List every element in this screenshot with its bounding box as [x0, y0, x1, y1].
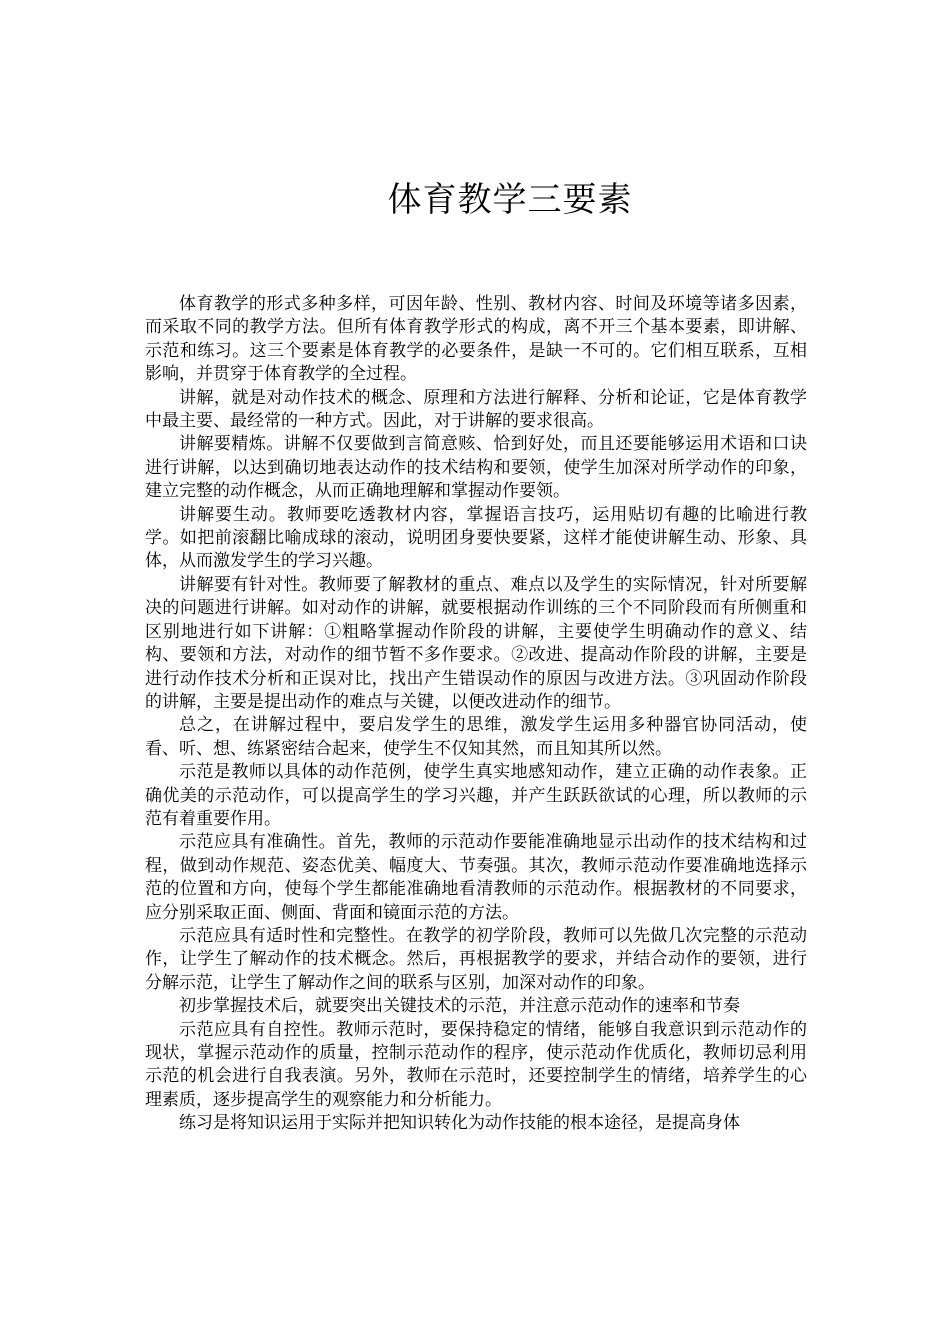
paragraph-demonstration-definition: 示范是教师以具体的动作范例，使学生真实地感知动作，建立正确的动作表象。正确优美的示范动作，可以提高学生的学习兴趣，并产生跃跃欲试的心理，所以教师的示范有着重要作用。 [145, 762, 807, 829]
paragraph-demonstration-self-control: 示范应具有自控性。教师示范时，要保持稳定的情绪，能够自我意识到示范动作的现状，掌握示范动作的质量，控制示范动作的程序，使示范动作优质化，教师切忌利用示范的机会进行自我表演。另外，教师在示范时，还要控制学生的情绪，培养学生的心理素质，逐步提高学生的观察能力和分析能力。 [145, 1019, 807, 1110]
paragraph-intro: 体育教学的形式多种多样，可因年龄、性别、教材内容、时间及环境等诸多因素，而采取不同的教学方法。但所有体育教学形式的构成，离不开三个基本要素，即讲解、示范和练习。这三个要素是体育教学的必要条件，是缺一不可的。它们相互联系，互相影响，并贯穿于体育教学的全过程。 [145, 294, 807, 385]
paragraph-practice-definition: 练习是将知识运用于实际并把知识转化为动作技能的根本途径，是提高身体 [179, 1113, 740, 1134]
paragraph-demonstration-accuracy: 示范应具有准确性。首先，教师的示范动作要能准确地显示出动作的技术结构和过程，做到动作规范、姿态优美、幅度大、节奏强。其次，教师示范动作要准确地选择示范的位置和方向，使每个学生都能准确地看清教师的示范动作。根据教材的不同要求，应分别采取正面、侧面、背面和镜面示范的方法。 [145, 832, 807, 923]
paragraph-explanation-definition: 讲解，就是对动作技术的概念、原理和方法进行解释、分析和论证，它是体育教学中最主要、最经常的一种方式。因此，对于讲解的要求很高。 [145, 387, 807, 432]
paragraph-explanation-summary: 总之，在讲解过程中，要启发学生的思维，激发学生运用多种器官协同活动，使看、听、想、练紧密结合起来，使学生不仅知其然，而且知其所以然。 [145, 715, 807, 759]
paragraph-explanation-vivid: 讲解要生动。教师要吃透教材内容，掌握语言技巧，运用贴切有趣的比喻进行教学。如把前滚翻比喻成球的滚动，说明团身要快要紧，这样才能使讲解生动、形象、具体，从而激发学生的学习兴趣。 [145, 504, 807, 572]
paragraph-explanation-concise: 讲解要精炼。讲解不仅要做到言简意赅、恰到好处，而且还要能够运用术语和口诀进行讲解，以达到确切地表达动作的技术结构和要领，使学生加深对所学动作的印象，建立完整的动作概念，从而正确地理解和掌握动作要领。 [145, 434, 807, 502]
paragraph-demonstration-key-techniques: 初步掌握技术后，就要突出关键技术的示范，并注意示范动作的速率和节奏 [179, 996, 740, 1017]
document-title: 体育教学三要素 [387, 180, 633, 220]
document-body [145, 293, 807, 1136]
paragraph-explanation-targeted: 讲解要有针对性。教师要了解教材的重点、难点以及学生的实际情况，针对所要解决的问题进行讲解。如对动作的讲解，就要根据动作训练的三个不同阶段而有所侧重和区别地进行如下讲解：①粗略掌握动作阶段的讲解，主要使学生明确动作的意义、结构、要领和方法，对动作的细节暂不多作要求。②改进、提高动作阶段的讲解，主要是进行动作技术分析和正误对比，找出产生错误动作的原因与改进方法。③巩固动作阶段的讲解，主要是提出动作的难点与关键，以便改进动作的细节。 [145, 574, 807, 712]
paragraph-demonstration-timeliness: 示范应具有适时性和完整性。在教学的初学阶段，教师可以先做几次完整的示范动作，让学生了解动作的技术概念。然后，再根据教学的要求，并结合动作的要领，进行分解示范，让学生了解动作之间的联系与区别，加深对动作的印象。 [145, 925, 807, 993]
